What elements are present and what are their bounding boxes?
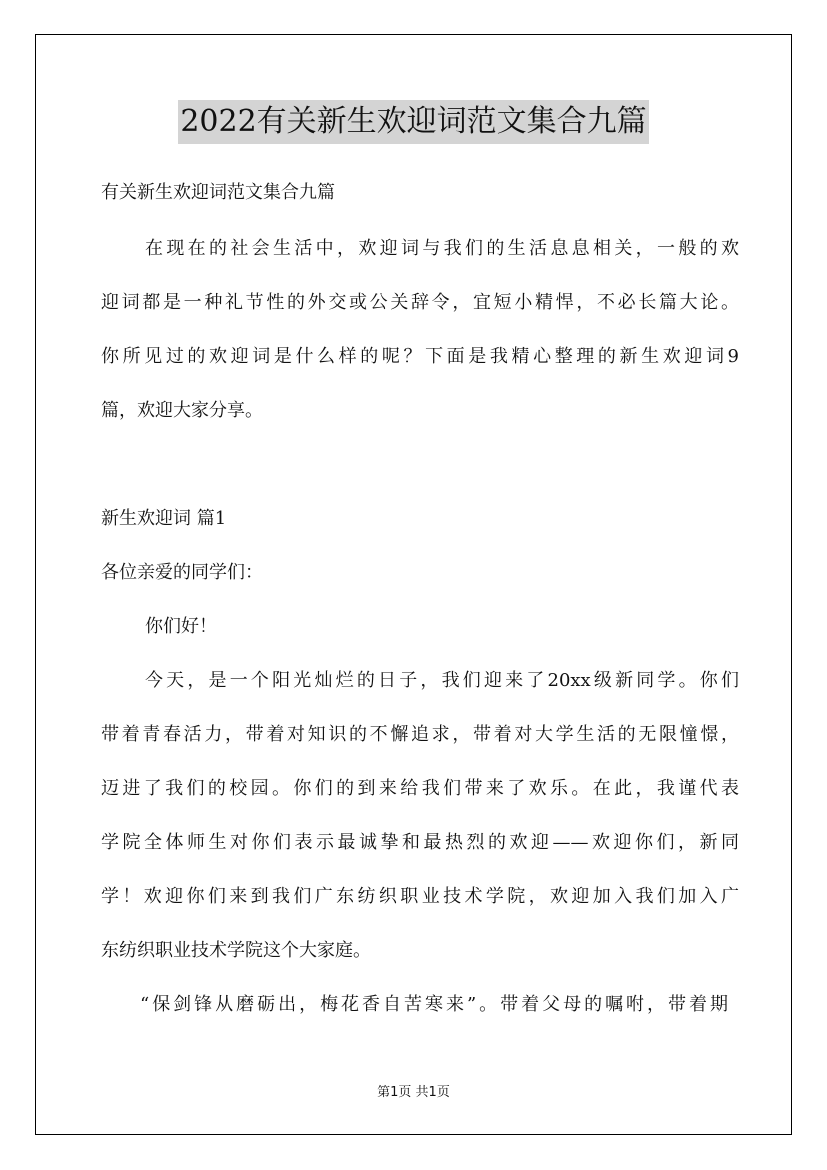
greeting: 你们好！ (145, 616, 217, 637)
document-title: 2022有关新生欢迎词范文集合九篇 (178, 100, 648, 144)
body-line-6: 东纺织职业技术学院这个大家庭。 (101, 940, 371, 961)
section-heading: 新生欢迎词 篇1 (101, 508, 227, 529)
body-line-4: 学院全体师生对你们表示最诚挚和最热烈的欢迎——欢迎你们，新同 (101, 832, 739, 853)
document-subtitle: 有关新生欢迎词范文集合九篇 (101, 182, 335, 203)
salutation: 各位亲爱的同学们： (101, 562, 263, 583)
body-line-7: “保剑锋从磨砺出，梅花香自苦寒来”。带着父母的嘱咐，带着期 (140, 994, 728, 1015)
intro-line-1: 在现在的社会生活中，欢迎词与我们的生活息息相关，一般的欢 (145, 238, 739, 259)
intro-line-4: 篇，欢迎大家分享。 (101, 400, 263, 421)
body-line-3: 迈进了我们的校园。你们的到来给我们带来了欢乐。在此，我谨代表 (101, 778, 739, 799)
page-footer: 第1页 共1页 (377, 1085, 450, 1100)
body-line-1: 今天，是一个阳光灿烂的日子，我们迎来了20xx级新同学。你们 (145, 670, 739, 691)
intro-line-2: 迎词都是一种礼节性的外交或公关辞令，宜短小精悍，不必长篇大论。 (101, 292, 739, 313)
intro-line-3: 你所见过的欢迎词是什么样的呢？下面是我精心整理的新生欢迎词9 (101, 346, 739, 367)
body-line-5: 学！欢迎你们来到我们广东纺织职业技术学院，欢迎加入我们加入广 (101, 886, 739, 907)
body-line-2: 带着青春活力，带着对知识的不懈追求，带着对大学生活的无限憧憬， (101, 724, 739, 745)
document-title-wrap (0, 100, 827, 144)
